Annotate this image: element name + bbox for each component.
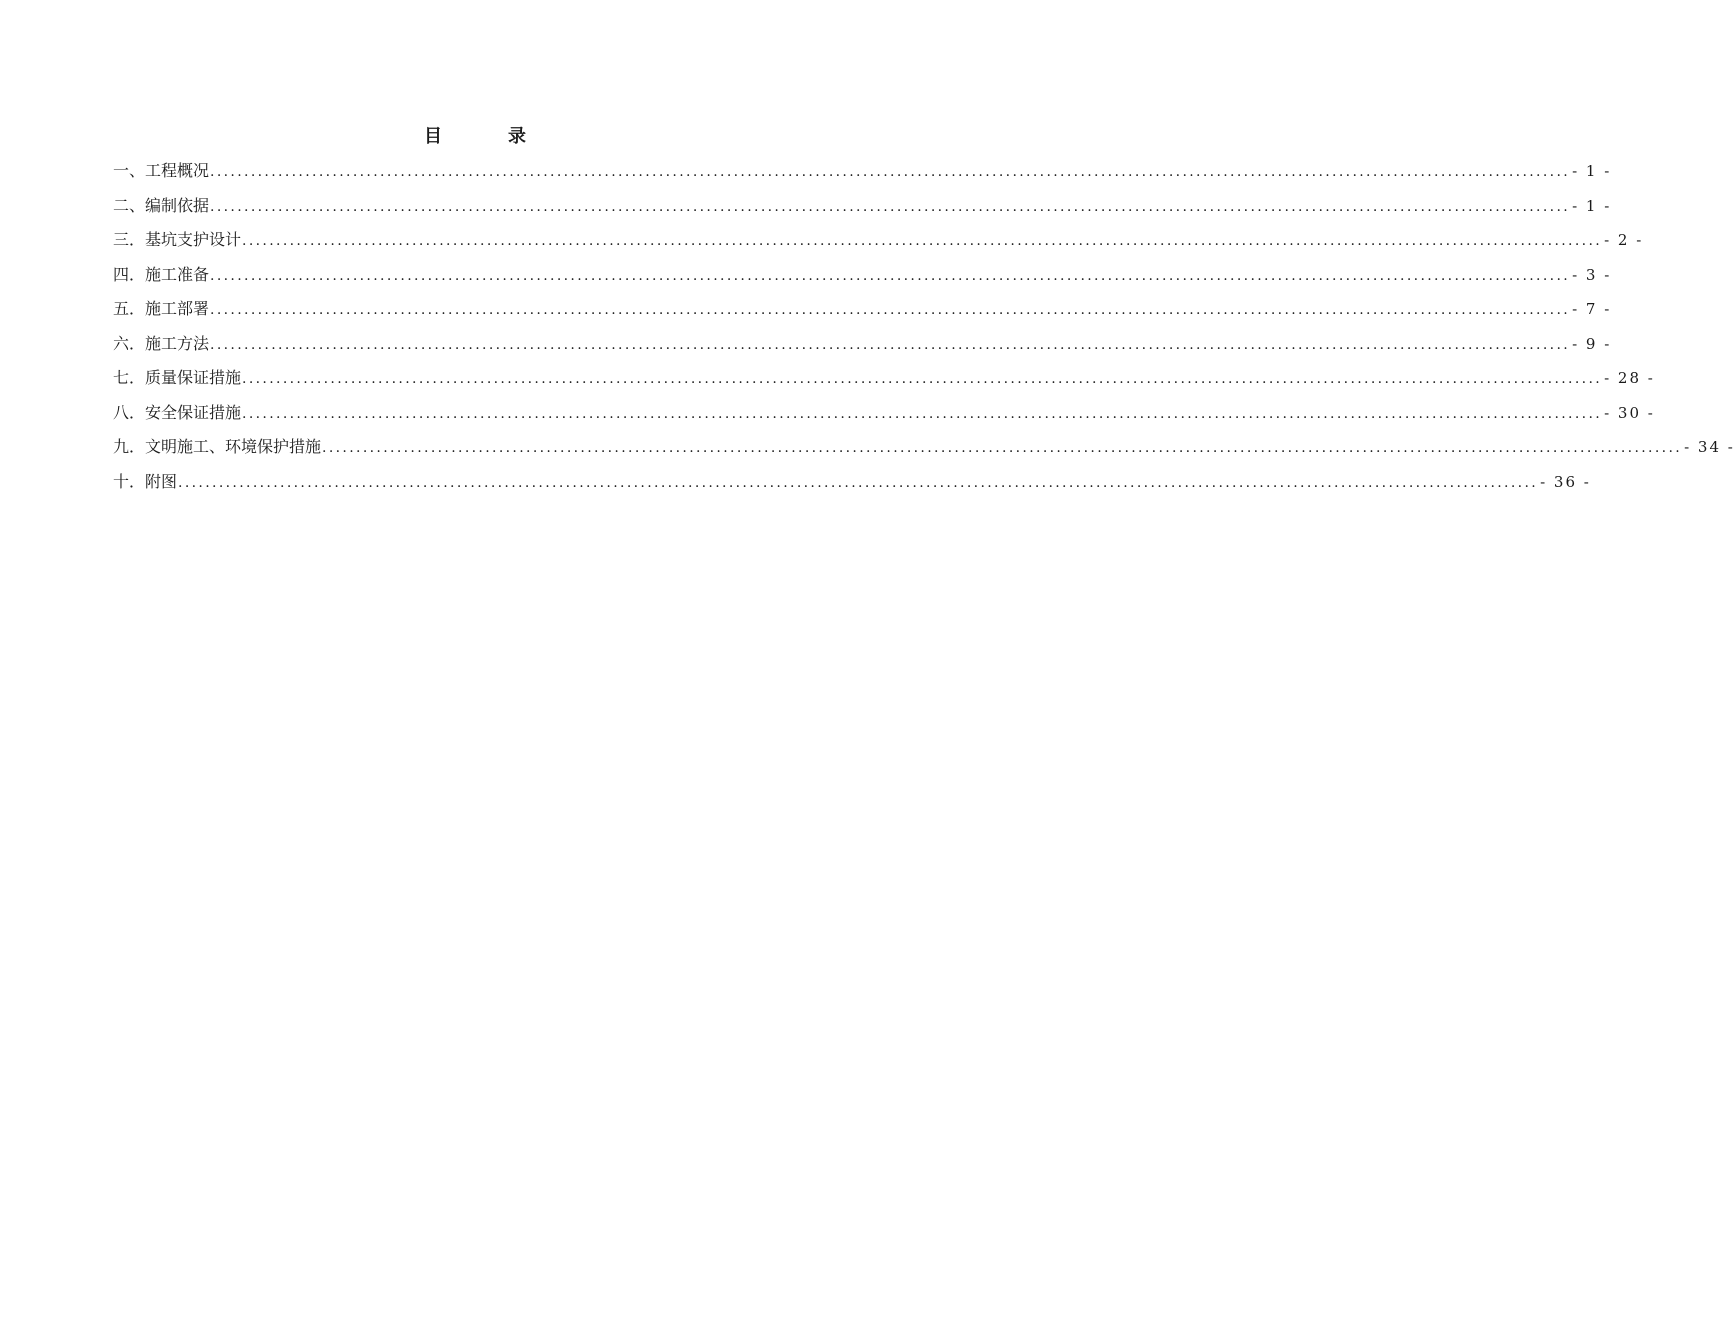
toc-entry-page: - 34 - <box>1684 438 1735 456</box>
toc-entry-label: 九．文明施工、环境保护措施 <box>113 437 322 456</box>
toc-entry-label: 四．施工准备 <box>113 264 210 284</box>
toc-entry-page: - 2 - <box>1604 231 1644 249</box>
toc-dot-leader: ........................................................................................................................................................................................................ <box>210 198 1571 215</box>
toc-title-char-1: 目 <box>424 126 442 147</box>
toc-entry-page: - 28 - <box>1604 369 1655 387</box>
toc-dot-leader: ........................................................................................................................................................................................................ <box>210 336 1571 353</box>
toc-dot-leader: ........................................................................................................................................................................................................ <box>322 440 1683 456</box>
toc-entry-label: 八．安全保证措施 <box>113 402 242 422</box>
toc-title-char-2: 录 <box>508 126 526 147</box>
toc-entry-page: - 30 - <box>1604 403 1655 422</box>
toc-entry-page: - 1 - <box>1572 196 1612 215</box>
toc-entry[interactable] <box>113 329 1612 364</box>
toc-entry-label: 十．附图 <box>113 471 178 491</box>
toc-entry[interactable] <box>113 156 1612 191</box>
toc-entry-label: 一、工程概况 <box>113 161 210 180</box>
toc-entry[interactable] <box>113 260 1612 295</box>
toc-dot-leader: ........................................................................................................................................................................................................ <box>210 164 1571 180</box>
toc-dot-leader: ........................................................................................................................................................................................................ <box>210 267 1571 284</box>
toc-list <box>113 156 1735 501</box>
toc-entry-label: 二、编制依据 <box>113 195 210 215</box>
toc-entry-page: - 9 - <box>1572 334 1612 353</box>
toc-dot-leader: ........................................................................................................................................................................................................ <box>210 302 1571 318</box>
toc-entry-page: - 3 - <box>1572 265 1612 284</box>
toc-title <box>0 124 950 150</box>
toc-entry-page: - 36 - <box>1540 472 1591 491</box>
toc-entry[interactable] <box>113 191 1612 226</box>
toc-entry-page: - 1 - <box>1572 162 1612 180</box>
toc-dot-leader: ........................................................................................................................................................................................................ <box>242 405 1603 422</box>
toc-entry-label: 五．施工部署 <box>113 299 210 318</box>
toc-dot-leader: ........................................................................................................................................................................................................ <box>242 233 1603 249</box>
toc-entry-label: 三．基坑支护设计 <box>113 230 242 249</box>
toc-dot-leader: ........................................................................................................................................................................................................ <box>242 371 1603 387</box>
toc-entry-page: - 7 - <box>1572 300 1612 318</box>
toc-entry[interactable] <box>113 467 1591 502</box>
toc-entry-label: 六．施工方法 <box>113 333 210 353</box>
toc-dot-leader: ........................................................................................................................................................................................................ <box>178 474 1539 491</box>
toc-entry[interactable] <box>113 398 1655 433</box>
toc-entry-label: 七．质量保证措施 <box>113 368 242 387</box>
toc-entry[interactable] <box>113 432 1735 467</box>
toc-entry[interactable] <box>113 294 1612 329</box>
toc-entry[interactable] <box>113 225 1644 260</box>
toc-entry[interactable] <box>113 363 1655 398</box>
